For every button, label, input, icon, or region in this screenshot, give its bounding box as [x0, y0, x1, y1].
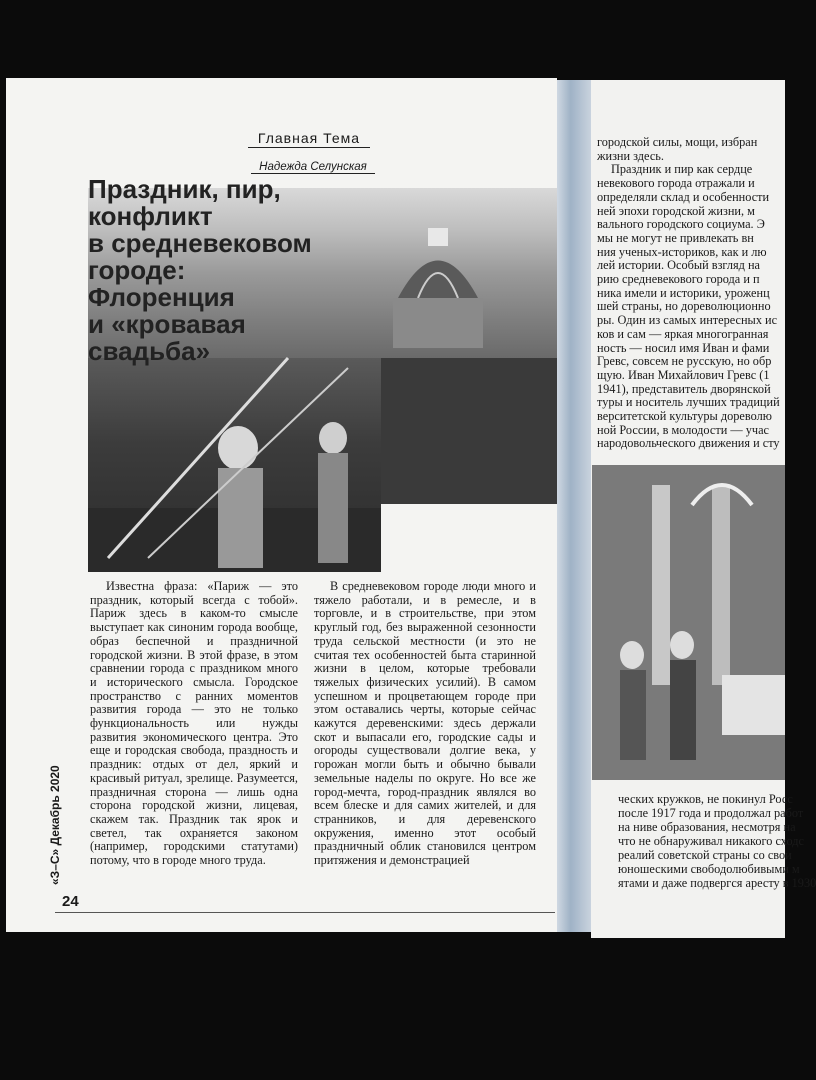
- text-line: определяли склад и особенности: [597, 189, 770, 204]
- page-number: 24: [62, 893, 79, 910]
- page-gutter: [557, 80, 591, 932]
- title-line: и «кровавая: [88, 309, 246, 339]
- right-page-text-top: [597, 136, 797, 451]
- title-line: свадьба»: [88, 336, 211, 366]
- text-line: вального городского социума. Э: [597, 217, 765, 232]
- text-line: на ниве образования, несмотря на: [618, 820, 796, 834]
- article-title: [88, 176, 378, 365]
- footer-rule: [55, 912, 555, 913]
- text-line: верситетской культуры дореволю: [597, 409, 772, 424]
- text-line: ков и сам — яркая многогранная: [597, 326, 769, 341]
- text-line: после 1917 года и продолжал работ: [618, 806, 804, 820]
- text-line: юношескими свободолюбивыми м: [618, 862, 800, 876]
- text-line: что не обнаруживал никакого сходс: [618, 834, 804, 848]
- right-page-text-bottom: [618, 792, 816, 890]
- photo-dark-panel: [381, 358, 557, 504]
- text-line: рию средневекового города и п: [597, 272, 760, 287]
- title-line: городе:: [88, 255, 186, 285]
- text-line: реалий советской страны со свои: [618, 848, 792, 862]
- title-line: Праздник, пир,: [88, 174, 281, 204]
- text-line: мы не могут не привлекать вн: [597, 230, 754, 245]
- text-line: туры и носитель лучших традиций: [597, 395, 780, 410]
- title-line: в средневековом: [88, 228, 312, 258]
- text-line: ческих кружков, не покинул Росс: [618, 792, 793, 806]
- title-line: Флоренция: [88, 282, 235, 312]
- article-column-left: [90, 580, 298, 868]
- paragraph: Известна фраза: «Париж — это праздник, который всегда с тобой». Париж здесь в каком-то смысле выступает как синоним города вообще, образ беспечной и праздничной городской жизни. В этой фразе, в этом сравнении города с праздником много и исторического смысла. Городское пространство с ранних моментов развития города — это не только функциональность или нужды развития экономического центра. Это еще и городская свобода, праздность и праздник: отдых от дел, яркий и красивый ритуал, зрелище. Разумеется, праздничная сторона — лишь одна сторона городской жизни, лицевая, скажем так. Праздник так ярок и светел, так охраняется законом (например, городскими статутами) потому, что в городе много труда.: [90, 579, 298, 868]
- text-line: жизни здесь.: [597, 148, 664, 163]
- author-name: Надежда Селунская: [251, 161, 375, 174]
- section-heading: Главная Тема: [248, 130, 370, 148]
- text-line: ней эпохи городской жизни, м: [597, 203, 755, 218]
- text-line: ность — носил имя Иван и фами: [597, 340, 770, 355]
- text-line: ной России, в молодости — учас: [597, 422, 769, 437]
- text-line: лей истории. Особый взгляд на: [597, 258, 761, 273]
- text-line: ника имели и историки, уроженц: [597, 285, 770, 300]
- text-line: 1941), представитель дворянской: [597, 381, 771, 396]
- paragraph: В средневековом городе люди много и тяжело работали, и в ремесле, и в торговле, и в строительстве, при этом круглый год, без выраженной сезонности труда сельской местности (и это не считая тех особенностей быта старинной жизни в целом, которые требовали тяжелых физических усилий). В самом успешном и процветающем городе при этом оставались черты, которые сейчас кажутся деревенскими: здесь держали скот и выпасали его, городские сады и огороды существовали долгие века, у горожан могли быть и обычно бывали земельные наделы по округе. Но все же город-мечта, город-праздник являлся во всем блеске и для самих жителей, и для странников, и для деревенского окружения, именно этот особый праздничный облик становился центром притяжения и демонстрацией: [314, 579, 536, 868]
- parade-figures-drawing: [88, 358, 381, 572]
- issue-label: «З–С» Декабрь 2020: [48, 765, 62, 885]
- text-line: ятами и даже подвергся аресту в 1930: [618, 876, 816, 890]
- text-line: Праздник и пир как сердце: [611, 162, 753, 177]
- renaissance-painting-image: [592, 465, 785, 780]
- painting-drawing: [592, 465, 785, 780]
- text-line: щую. Иван Михайлович Гревс (1: [597, 367, 770, 382]
- cathedral-dome-drawing: [388, 228, 488, 348]
- text-line: невекового города отражали и: [597, 176, 755, 191]
- text-line: Гревс, совсем не русскую, но обр: [597, 354, 772, 369]
- parade-photo: [88, 358, 381, 572]
- article-column-middle: [314, 580, 536, 868]
- text-line: народовольческого движения и сту: [597, 436, 780, 451]
- text-line: шей страны, но дореволюционно: [597, 299, 771, 314]
- title-line: конфликт: [88, 201, 213, 231]
- text-line: ния ученых-историков, как и лю: [597, 244, 767, 259]
- text-line: ры. Один из самых интересных ис: [597, 313, 778, 328]
- text-line: городской силы, мощи, избран: [597, 135, 758, 149]
